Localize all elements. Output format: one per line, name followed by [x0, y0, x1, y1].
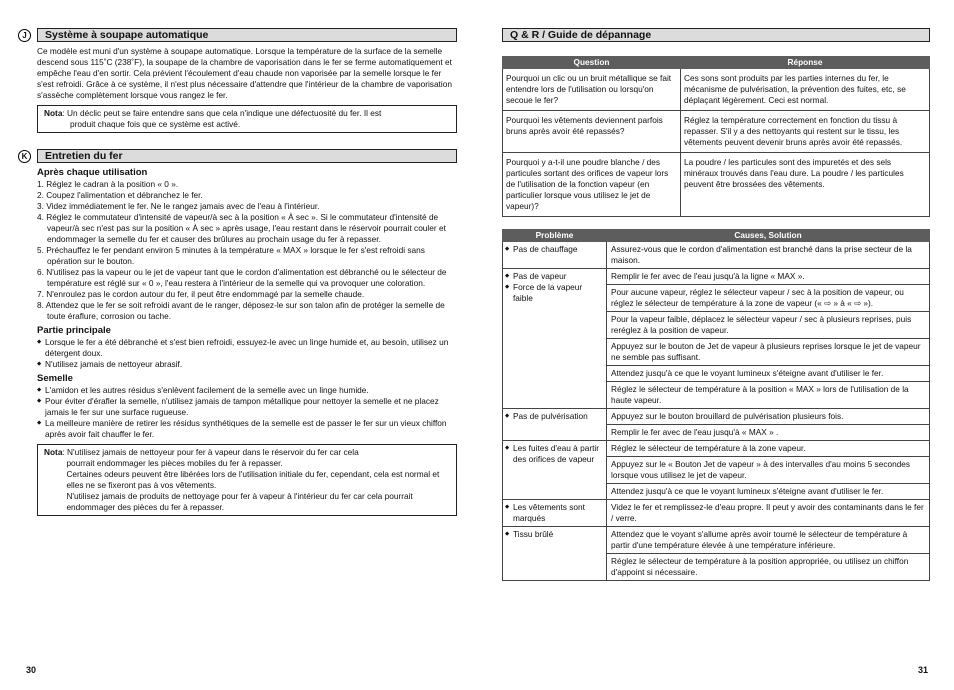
step-item: 6. N'utilisez pas la vapeur ou le jet de vapeur tant que le cordon d'alimentation est débranché ou le sélecteur de température est réglé sur « 0 », l'eau restera à l'intérieur de la semelle qui va provoquer une coloration. — [37, 267, 447, 288]
tb-problem-cell — [503, 409, 607, 441]
tb-problem-cell — [503, 500, 607, 527]
tb-row — [503, 242, 930, 269]
tb-solution: Réglez le sélecteur de température à la position appropriée, ou utilisez un chiffon d'appoint si nécessaire. — [607, 554, 930, 581]
tb-header-problem: Problème — [503, 230, 607, 242]
tb-problem: ◆ Pas de pulvérisation — [505, 411, 604, 422]
tb-problem-list — [505, 411, 604, 422]
qa-question: Pourquoi y a-t-il une poudre blanche / des particules sortant des orifices de vapeur lors de l'utilisation de la fonction vapeur (en particulier lorsque vous utilisez le jet de vapeur)? — [503, 153, 681, 217]
step-item: 5. Préchauffez le fer pendant environ 5 minutes à la température « MAX » lorsque le fer s'est refroidi sans opération sur le bouton. — [37, 245, 425, 266]
tb-problem-list — [505, 244, 604, 255]
qa-header-question: Question — [503, 57, 681, 69]
sole-item: ◆ La meilleure manière de retirer les résidus synthétiques de la semelle est de passer le fer sur un vieux chiffon après avoir fait chauffer le fer. — [37, 418, 457, 440]
step-item: 3. Videz immédiatement le fer. Ne le rangez jamais avec de l'eau à l'intérieur. — [37, 201, 320, 211]
tb-problem-cell — [503, 269, 607, 409]
tb-row — [503, 500, 930, 527]
tb-solution: Remplir le fer avec de l'eau jusqu'à « MAX » . — [607, 425, 930, 441]
tb-problem: ◆ Pas de vapeur — [505, 271, 604, 282]
section-j-title: Système à soupape automatique — [37, 28, 457, 42]
tb-solution: Attendez jusqu'à ce que le voyant lumineux s'éteigne avant d'utiliser le fer. — [607, 366, 930, 382]
qa-title: Q & R / Guide de dépannage — [502, 28, 930, 42]
main-part-item: ◆ Lorsque le fer a été débranché et s'est bien refroidi, essuyez-le avec un linge humide et, au besoin, utilisez un détergent doux. — [37, 337, 457, 359]
tb-problem: ◆ Force de la vapeur faible — [505, 282, 604, 304]
main-part-heading: Partie principale — [37, 325, 111, 336]
qa-row — [503, 69, 930, 111]
qa-row — [503, 111, 930, 153]
tb-solution: Videz le fer et remplissez-le d'eau propre. Il peut y avoir des contaminants dans le fer / verre. — [607, 500, 930, 527]
qa-header-answer: Réponse — [681, 57, 930, 69]
note-line: : N'utilisez jamais de nettoyeur pour fer à vapeur dans le réservoir du fer car cela — [62, 447, 359, 457]
auto-valve-note — [37, 105, 457, 133]
note-line: Certaines odeurs peuvent être libérées lors de l'utilisation initiale du fer, cependant, cela est normal et elles ne se fixeront pas à vos vêtements. — [66, 469, 440, 490]
section-k-header — [21, 149, 457, 163]
tb-problem-list — [505, 443, 604, 465]
note-line: N'utilisez jamais de produits de nettoyage pour fer à vapeur à l'intérieur du fer car cela pourrait endommager des pièces du fer à repasser. — [66, 491, 413, 512]
right-page — [502, 28, 930, 581]
tb-solution: Attendez jusqu'à ce que le voyant lumineux s'éteigne avant d'utiliser le fer. — [607, 484, 930, 500]
tb-solution: Pour aucune vapeur, réglez le sélecteur vapeur / sec à la position de vapeur, ou réglez le sélecteur de température à la zone de vapeur (« ⇨ » à « ⇨ »). — [607, 285, 930, 312]
step-item: 2. Coupez l'alimentation et débranchez le fer. — [37, 190, 203, 200]
step-item: 4. Réglez le commutateur d'intensité de vapeur/à sec à la position « À sec ». Si le commutateur d'intensité de vapeur/à sec n'est pas sur la position « À sec » après usage, l'eau restant dans le réservoir pourrait couler et endommager la semelle du fer et causer des brûlures au prochain usage du fer à repasser. — [37, 212, 446, 244]
section-k-title: Entretien du fer — [37, 149, 457, 163]
note-line: pourrait endommager les pièces mobiles du fer à repasser. — [66, 458, 283, 468]
main-part-item: ◆ N'utilisez jamais de nettoyeur abrasif. — [37, 359, 457, 370]
section-j-header — [22, 28, 457, 42]
tb-problem: ◆ Les fuites d'eau à partir des orifices de vapeur — [505, 443, 604, 465]
tb-problem-cell — [503, 441, 607, 500]
troubleshooting-table — [502, 229, 930, 581]
step-item: 1. Réglez le cadran à la position « 0 ». — [37, 179, 179, 189]
after-use-steps — [37, 179, 457, 322]
qa-answer: Ces sons sont produits par les parties internes du fer, le mécanisme de pulvérisation, la prévention des fuites, etc, se déplaçant légèrement. Ceci est normal. — [681, 69, 930, 111]
tb-solution: Réglez le sélecteur de température à la zone vapeur. — [607, 441, 930, 457]
tb-row — [503, 409, 930, 425]
sole-item: ◆ Pour éviter d'érafler la semelle, n'utilisez jamais de tampon métallique pour nettoyer la semelle et ne placez jamais le fer sur une surface rugueuse. — [37, 396, 457, 418]
main-part-list — [37, 337, 457, 370]
tb-problem: ◆ Les vêtements sont marqués — [505, 502, 604, 524]
note-label: Nota — [44, 447, 63, 457]
page-number-right: 31 — [918, 665, 929, 675]
qa-question: Pourquoi les vêtements deviennent parfois bruns après avoir été repassés? — [503, 111, 681, 153]
note-text-2: produit chaque fois que ce système est activé. — [70, 119, 241, 129]
tb-problem-list — [505, 271, 604, 304]
tb-problem-cell — [503, 242, 607, 269]
qa-table — [502, 56, 930, 217]
tb-problem: ◆ Tissu brûlé — [505, 529, 604, 540]
tb-problem-list — [505, 502, 604, 524]
step-item: 7. N'enroulez pas le cordon autour du fer, il peut être endommagé par la semelle chaude. — [37, 289, 365, 299]
cleaning-note — [37, 444, 457, 516]
qa-answer: Réglez la température correctement en fonction du tissu à repasser. S'il y a des nettoyants qui restent sur le tissu, les vêtements peuvent devenir bruns après avoir été repassés. — [681, 111, 930, 153]
tb-problem-cell — [503, 527, 607, 581]
tb-row — [503, 441, 930, 457]
qa-row — [503, 153, 930, 217]
left-page — [21, 28, 457, 522]
tb-solution: Appuyez sur le bouton de Jet de vapeur à plusieurs reprises lorsque le jet de vapeur ne semble pas suffisant. — [607, 339, 930, 366]
sole-item: ◆ L'amidon et les autres résidus s'enlèvent facilement de la semelle avec un linge humide. — [37, 385, 457, 396]
section-k-badge: K — [18, 150, 31, 163]
qa-question: Pourquoi un clic ou un bruit métallique se fait entendre lors de l'utilisation ou lorsqu'on secoue le fer? — [503, 69, 681, 111]
cleaning-note-lines — [62, 447, 450, 513]
sole-list — [37, 385, 457, 440]
sole-heading: Semelle — [37, 373, 73, 384]
tb-solution: Attendez que le voyant s'allume après avoir tourné le sélecteur de température à partir d'une température élevée à une température inférieure. — [607, 527, 930, 554]
tb-problem-list — [505, 529, 604, 540]
after-use-heading: Après chaque utilisation — [37, 167, 148, 178]
tb-solution: Appuyez sur le bouton brouillard de pulvérisation plusieurs fois. — [607, 409, 930, 425]
note-label: Nota — [44, 108, 63, 118]
tb-problem: ◆ Pas de chauffage — [505, 244, 604, 255]
tb-solution: Appuyez sur le « Bouton Jet de vapeur » à des intervalles d'au moins 5 secondes lorsque vous utilisez le jet de vapeur. — [607, 457, 930, 484]
tb-header-solution: Causes, Solution — [607, 230, 930, 242]
tb-solution: Pour la vapeur faible, déplacez le sélecteur vapeur / sec à plusieurs reprises, puis reréglez à la position de vapeur. — [607, 312, 930, 339]
tb-row — [503, 527, 930, 554]
tb-solution: Remplir le fer avec de l'eau jusqu'à la ligne « MAX ». — [607, 269, 930, 285]
qa-header — [502, 28, 930, 42]
section-j-badge: J — [18, 29, 31, 42]
qa-answer: La poudre / les particules sont des impuretés et des sels minéraux trouvés dans l'eau dure. La poudre / les particules peuvent être brossées des vêtements. — [681, 153, 930, 217]
tb-solution: Réglez le sélecteur de température à la position « MAX » lors de l'utilisation de la haute vapeur. — [607, 382, 930, 409]
tb-row — [503, 269, 930, 285]
page-number-left: 30 — [26, 665, 37, 675]
step-item: 8. Attendez que le fer se soit refroidi avant de le ranger, déposez-le sur son talon afin de protéger la semelle de toute éraflure, corrosion ou tache. — [37, 300, 445, 321]
note-text: : Un déclic peut se faire entendre sans que cela n'indique une défectuosité du fer. Il est — [62, 108, 382, 118]
auto-valve-description: Ce modèle est muni d'un système à soupape automatique. Lorsque la température de la surface de la semelle descend sous 115˚C (238˚F), la soupape de la chambre de vaporisation dans le fer se ferme automatiquement et empêche l'eau d'en sortir. Cela prévient l'écoulement d'eau chaude non vaporisée par la semelle lorsque le fer s'est refroidi. Grâce à ce système, il n'est plus nécessaire d'attendre que l'intérieur de la chambre de vaporisation s'assèche complètement lorsque vous rangez le fer. — [37, 46, 452, 100]
tb-solution: Assurez-vous que le cordon d'alimentation est branché dans la prise secteur de la maison. — [607, 242, 930, 269]
